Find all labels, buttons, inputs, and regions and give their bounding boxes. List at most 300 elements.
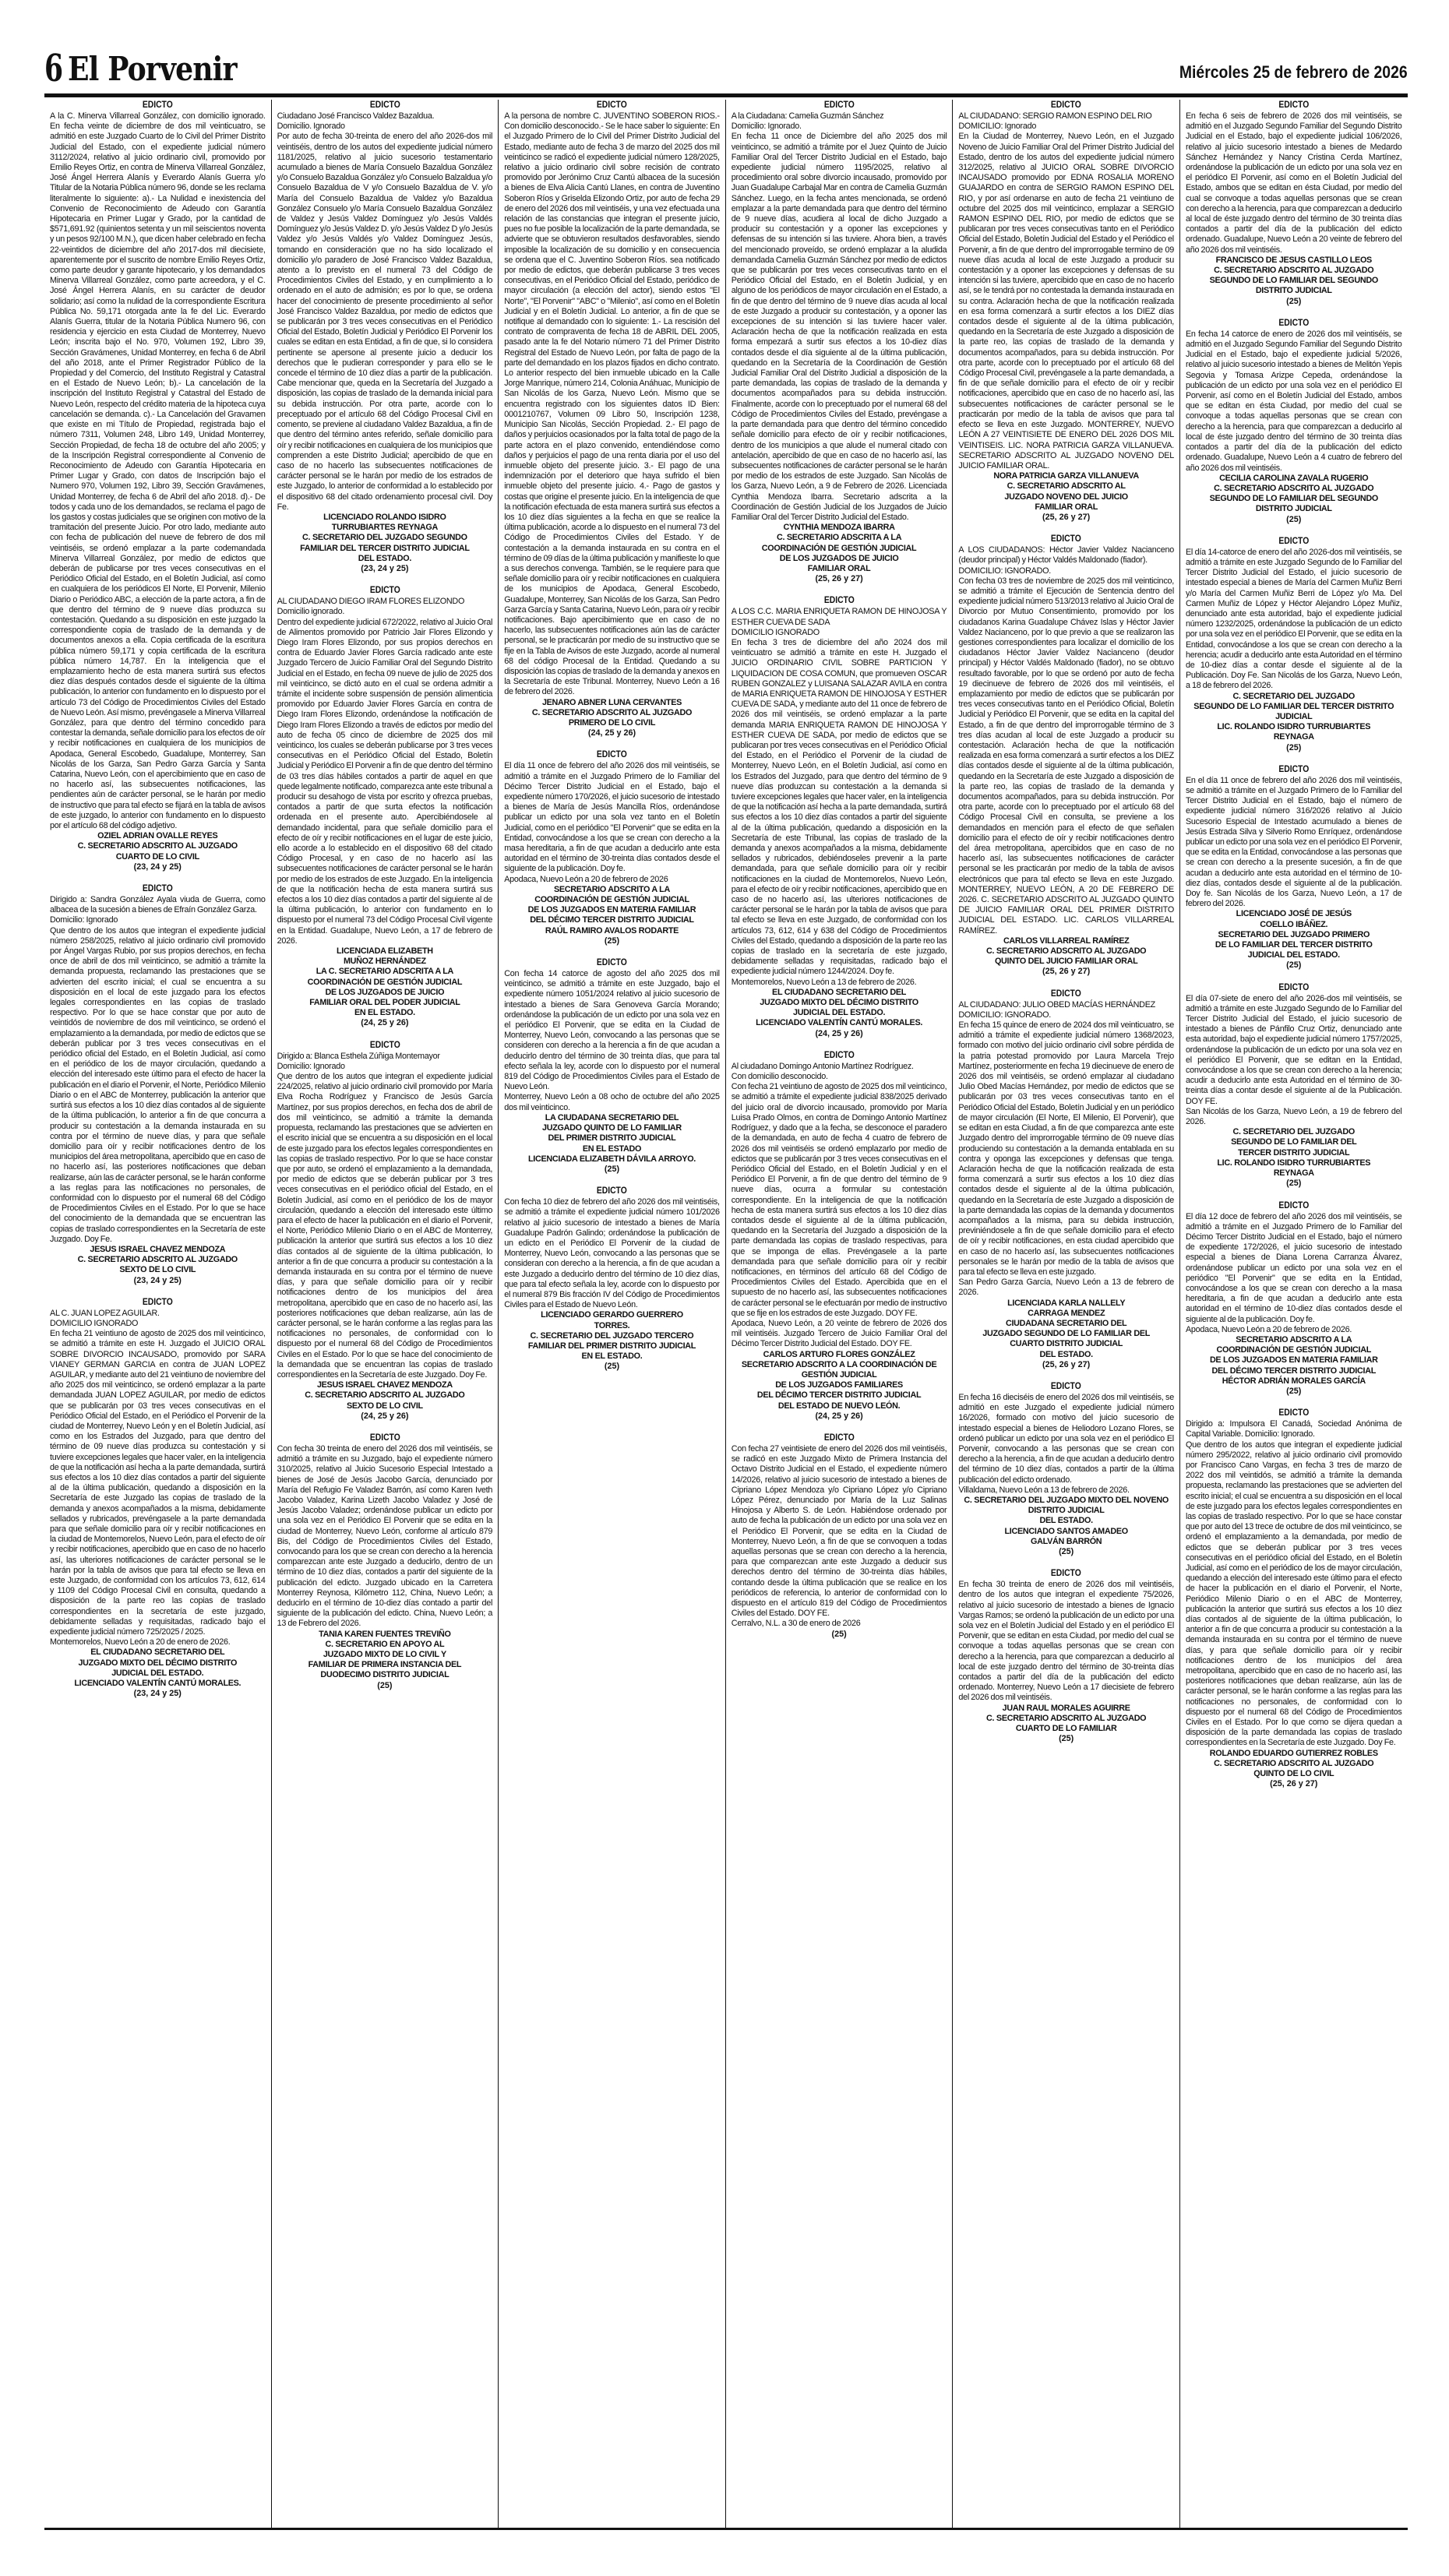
signature-line: C. SECRETARIO DEL JUZGADO MIXTO DEL NOVENO DISTRITO JUDICIAL [964,1496,1169,1516]
signature-line: C. SECRETARIO EN APOYO AL [325,1639,445,1649]
edicto-title: EDICTO [1051,100,1082,110]
signature-line: COORDINACIÓN DE GESTIÓN JUDICIAL [307,977,463,987]
signature-block [504,1310,720,1362]
signature-block [958,1704,1174,1735]
edicto-title: EDICTO [1051,988,1082,999]
signature-line: TORRES. [594,1320,630,1330]
edicto-paragraph: En fecha 21 veintiuno de agosto de 2025 dos mil veinticinco, se admitió a trámite en este H. Juzgado el JUICIO ORAL SOBRE DIVORCIO INCAUSADO, promovido por SARA VIANEY GERMAN GARCIA en contra de JUAN LOPEZ AGUILAR, y mediante auto del 21 veintiuno de noviembre del año 2025 dos mil veinticinco, se ordenó emplazar a la parte demandada JUAN LOPEZ AGUILAR, por medio de edictos que se publicarán por 03 tres veces consecutivas en el Periódico Oficial del Estado, en el Periódico el Porvenir de la ciudad de Monterrey, Nuevo León y en el Boletín Judicial, así como en los Estrados del Juzgado, para que dentro del término de 09 nueve días produzca su contestación y si tuviere excepciones legales que hacer valer, en la inteligencia de que la notificación así hecha a la parte demandada, surtirá sus efectos a los 10 diez días contados a partir del siguiente al de la última publicación, quedando a disposición en la Secretaría de este Juzgado las copias de traslado de la demanda y anexos acompañados a la misma, debidamente sellados y rubricados, prevéngasele a la parte demandada para que señale domicilio para oír y recibir notificaciones en la ciudad de Montemorelos, Nuevo León, para el efecto de oír y recibir notificaciones, apercibido que en caso de no hacerlo así, las ulteriores notificaciones de carácter personal se le harán por la tabla de avisos que para tal efecto se lleva en este Juzgado, de conformidad con los artículos 73, 612, 614 y 1109 del Código Procesal Civil en consulta, quedando a disposición de la parte reo las copias de traslado correspondientes en la secretaría de este juzgado, debidamente selladas y requisitadas, radicado bajo el expediente judicial número 725/2025 / 2025. [50,1329,266,1637]
signature-line: C. SECRETARIO ADSCRITO AL JUZGADO [77,841,238,851]
signature-line: DISTRITO JUDICIAL [1255,504,1332,514]
signature-line: JUDICIAL DEL ESTADO. [111,1668,204,1678]
signature-line: JENARO ABNER LUNA CERVANTES [541,697,682,707]
signature-line: EL CIUDADANO SECRETARIO DEL [90,1647,225,1658]
column-3 [499,100,726,2528]
edicto-notice [958,100,1174,523]
signature-line: FAMILIAR ORAL DEL PODER JUDICIAL [309,998,460,1008]
edicto-paragraph: DOMICILIO: IGNORADO. [958,566,1052,576]
edicto-paragraph: A la C. Minerva Villarreal González, con domicilio ignorado. En fecha veinte de diciembre de dos mil veinticuatro, se admitió en este Juzgado Cuarto de lo Civil del Primer Distrito Judicial del Estado, con el expediente judicial número 3112/2024, relativo al juicio ordinario civil, promovido por Emilio Reyes Ortiz, en contra de Minerva Villarreal González, José Ángel Herrera Alanís y Everardo Alanís Guerra y/o Titular de la Notaria Pública número 96, donde se les reclama literalmente lo siguiente: a).- La Nulidad e inexistencia del Convenio de Reconocimiento de Adeudo con Garantía Hipotecaria en Primer Lugar y Grado, por la cantidad de $571,691.92 (quinientos setenta y un mil seiscientos noventa y un pesos 92/100 M.N.), que dicen haber celebrado en fecha 22-veintidos de diciembre del año 2017-dos mil diecisiete, aparentemente por el suscrito de nombre Emilio Reyes Ortiz, como parte deudor y garante hipotecario, y los demandados Minerva Villarreal González, como parte acreedora, y el C. José Ángel Herrera Alanís, en su carácter de deudor solidario; así como la nulidad de la correspondiente Escritura Pública No. 59,171 otorgada ante la fe del Lic. Everardo Alanís Guerra, titular de la Notaria Pública Numero 96, con residencia y ejercicio en esta Ciudad de Monterrey, Nuevo León; inscrita bajo el No. 970, Volumen 192, Libro 39, Sección Gravámenes, Unidad Monterrey, en fecha 6 de Abril del año 2018, ante el Primer Registrador Público de la Propiedad y del Comercio, del Instituto Registral y Catastral en el Estado de Nuevo León; b).- La cancelación de la inscripción del Instituto Registral y Catastral del Estado de Nuevo León, respecto del crédito materia de la hipoteca cuya cancelación se demanda. c).- La Cancelación del Gravamen que existe en mi Título de Propiedad, registrada bajo el número 7311, Volumen 248, Libro 149, Unidad Monterrey, Sección Propiedad, de fecha 18 de octubre del año 2005; y de la Inscripción Registral correspondiente al Convenio de Reconocimiento de Adeudo con Garantía Hipotecaria en Primer Lugar y Grado, con datos de Inscripción bajo el Numero 970, Volumen 192, Libro 39, Sección Gravámenes, Unidad Monterrey, de fecha 6 de Abril del año 2018. d).- De todos y cada uno de los demandados, se reclama el pago de los gastos y costas judiciales que se originen con motivo de la tramitación del presente Juicio. Por otro lado, mediante auto con fecha de publicación del nueve de febrero de dos mil veintiséis, se ordenó emplazar a la parte codemandada Minerva Villarreal González, por medio de edictos que deberán de publicarse por tres veces consecutivas en el Periódico Oficial del Estado, en el Boletín Judicial, así como en cualquiera de los periódicos El Norte, El Porvenir, Milenio Diario o Periódico ABC, a elección de la parte actora, a fin de que dentro del término de 9 nueve días produzca su contestación. Quedando a su disposición en este juzgado la correspondiente copia de traslado de la demanda y de documentos anexos a ella. Copia certificada de la escritura pública número 59,171 y copia certificada de la escritura pública número 14,787. En la inteligencia que el emplazamiento hecho de esta manera surtirá sus efectos diez días después contados desde el siguiente de la última publicación, lo anterior con fundamento en lo dispuesto por el artículo 73 del Código de Procedimientos Civiles del Estado de Nuevo León. Así mismo, prevéngasele a Minerva Villarreal González, para que dentro del término concedido para contestar la demanda, señale domicilio para los efectos de oír y recibir notificaciones en cualquiera de los municipios de Apodaca, General Escobedo, Guadalupe, Monterrey, San Nicolás de los Garza, San Pedro Garza García y Santa Catarina, Nuevo León, con el apercibimiento que en caso de no hacerlo así, las subsecuentes notificaciones, las pendientes aún de carácter personal, se le harán por medio de instructivo que para tal efecto se fijará en la tabla de avisos de este juzgado, lo anterior con fundamento en lo dispuesto por el artículo 68 del código adjetivo. [50,111,266,831]
signature-line: LIC. ROLANDO ISIDRO TURRUBIARTES [1217,722,1371,732]
signature-line: FRANCISCO DE JESUS CASTILLO LEOS [1215,255,1372,265]
signature-line: EN EL ESTADO. [581,1351,643,1362]
edicto-notice [958,1568,1174,1744]
edicto-body [732,1062,947,1350]
signature-line: DE LO FAMILIAR DEL TERCER DISTRITO [1215,940,1373,950]
signature-line: C. SECRETARIO ADSCRITO AL JUZGADO [1214,483,1374,493]
signature-line: SECRETARIO DEL JUZGADO PRIMERO [1218,929,1370,939]
publication-dates-tag: (25) [1286,296,1302,306]
edicto-title: EDICTO [369,1432,400,1443]
signature-line: FAMILIAR DE PRIMERA INSTANCIA DEL [308,1660,462,1670]
signature-line: SECRETARIO ADSCRITO A LA [1236,1334,1352,1344]
signature-block [504,698,720,729]
publication-dates-tag: (25) [604,936,620,946]
signature-line: DEL ESTADO. [358,553,412,563]
edicto-paragraph: En fecha 30 treinta de enero de 2026 dos mil veintiséis, dentro de los autos que integran el expediente 75/2026, relativo al juicio sucesorio de intestado a bienes de Ignacio Vargas Ramos; se ordenó la publicación de un edicto por una sola vez en el Boletín Judicial del Estado y en el periódico El Porvenir, que se editan en esta Ciudad, por medio del cual se convoque a todas aquellas personas que se crean con derecho a la herencia, para que comparezcan a deducirlo al local de este juzgado dentro del término de 30-treinta días contados a partir del día de la publicación del edicto ordenado. Monterrey, Nuevo León a 17 diecisiete de febrero del 2026 dos mil veintiséis. [958,1580,1174,1703]
edicto-notice [504,749,720,946]
edicto-body [504,969,720,1113]
signature-line: C. SECRETARIO ADSCRITA A LA [776,533,902,543]
edicto-paragraph: Domicilio ignorado. [277,607,345,617]
signature-line: CARLOS ARTURO FLORES GONZÁLEZ [763,1349,915,1359]
edicto-body [50,1309,266,1648]
signature-line: JUZGADO NOVENO DEL JUICIO [1004,492,1128,502]
edicto-notice [1186,536,1402,753]
edicto-title: EDICTO [369,586,400,596]
signature-block [1186,692,1402,743]
signature-line: DEL PRIMER DISTRITO JUDICIAL [548,1133,676,1144]
signature-line: RAÚL RAMIRO AVALOS RODARTE [545,925,679,936]
signature-block [732,988,947,1029]
edicto-notice [277,100,493,574]
signature-line: FAMILIAR DEL TERCER DISTRITO JUDICIAL [300,543,470,553]
publication-dates-tag: (25, 26 y 27) [1042,1359,1091,1369]
edicto-paragraph: DOMICILIO IGNORADO [731,627,820,637]
edicto-body [504,1197,720,1310]
newspaper-name: El Porvenir [68,50,237,88]
signature-line: CIUDADANA SECRETARIO DEL [1005,1318,1127,1328]
column-1 [44,100,272,2528]
signature-line: C. SECRETARIO ADSCRITO AL JUZGADO [77,1255,238,1265]
publication-dates-tag: (25) [831,1629,847,1639]
publication-dates-tag: (25) [1286,1386,1302,1396]
edicto-paragraph: San Nicolás de los Garza, Nuevo León, a 19 de febrero del 2026. [1185,1106,1402,1127]
signature-line: TERCER DISTRITO JUDICIAL [1238,1147,1350,1158]
edicto-notice [504,1186,720,1372]
edicto-body [504,111,720,698]
edicto-body [277,1052,493,1381]
column-6 [1180,100,1408,2528]
publication-dates-tag: (25) [604,1362,620,1372]
signature-line: LA CIUDADANA SECRETARIO DEL [545,1112,679,1122]
signature-line: QUINTO DEL JUICIO FAMILIAR ORAL [994,957,1138,967]
edicto-title: EDICTO [597,1186,627,1196]
signature-line: DEL DÉCIMO TERCER DISTRITO JUDICIAL [530,915,694,925]
edicto-notice [958,1381,1174,1557]
signature-block [277,1630,493,1681]
signature-line: C. SECRETARIO ADSCRITO AL JUZGADO [1214,1758,1374,1768]
signature-line: EN EL ESTADO [582,1144,642,1154]
publication-dates-tag: (23, 24 y 25) [133,862,182,872]
edicto-body [958,545,1174,936]
edicto-title: EDICTO [1051,1569,1082,1579]
signature-line: JUDICIAL DEL ESTADO. [1247,950,1340,960]
column-5 [953,100,1180,2528]
edicto-paragraph: A la persona de nombre C. JUVENTINO SOBERON RIOS.- Con domicilio desconocido.- Se le hace saber lo siguiente: En el Juzgado Primero de lo Civil del Primer Distrito Judicial del Estado, mediante auto de fecha 3 de marzo del 2025 dos mil veinticinco se radicó el expediente judicial número 128/2025, relativo a juicio ordinario civil sobre recisión de contrato promovido por Jerónimo Cruz Cantú albacea de la sucesión a bienes de Elva Alicia Cantú Llanes, en contra de Juventino Soberon Ríos y Griselda Elizondo Ortiz, por auto de fecha 29 de enero del 2026 dos mil veintiséis, y una vez efectuada una relación de las constancias que integran el presente juicio, pues no fue posible la localización de la parte demandada, se advierte que se obtuvieron resultados desfavorables, siendo imposible la localización de su domicilio y en consecuencia se ordena que el C. Juventino Soberon Ríos. sea notificado por medio de edictos, que deberán publicarse 3 tres veces consecutivas, en el Periódico Oficial del Estado, periódico de mayor circulación (a elección del actor), siendo estos "El Norte", "El Porvenir" "ABC" o "Milenio", así como en el Boletín Judicial y en el Boletín Judicial. Lo anterior, a fin de que se notifique al demandado con lo siguiente: 1.- La rescisión del contrato de compraventa de fecha 18 de ABRIL DEL 2005, pasado ante la fe del Notario número 71 del Primer Distrito Registral del Estado de Nuevo León, por falta de pago de la parte del demandado en los plazos fijados en dicho contrato. Lo anterior respecto del bien inmueble ubicado en la Calle Jorge Manrique, número 214, Colonia Anáhuac, Municipio de San Nicolás de los Garza, Nuevo León. Mismo que se encuentra registrado con los siguientes datos ID Bien: 0001210767, Volumen 09 Libro 50, Inscripción 1238, Municipio San Nicolás, Sección Propiedad. 2.- El pago de daños y perjuicios ocasionados por la falta total de pago de la parte actora en el plazo convenido, entendiéndose como daños y perjuicios el pago de una renta diaria por el uso del inmueble objeto del presente juicio. 3.- El pago de una indemnización por el deterioro que haya sufrido el bien inmueble objeto del presente juicio. 4.- Pago de gastos y costas que origine el presente juicio. En la inteligencia de que la notificación efectuada de esta manera surtirá sus efectos a los 10 diez días siguientes a la fecha en que se realice la última publicación, acorde a lo dispuesto en el numeral 73 del Código de Procedimientos Civiles del Estado. Y de contestación a la demanda instaurada en su contra en el término de 09 días de la última publicación y manifieste lo que a sus derechos convenga. También, se le requiere para que señale domicilio para oír y recibir notificaciones en cualquiera de los municipios de Apodaca, General Escobedo, Guadalupe, Monterrey, San Nicolás de los Garza, San Pedro Garza García y Santa Catarina, Nuevo León, para oír y recibir notificaciones. Bajo apercibimiento que en caso de no hacerlo, las subsecuentes notificaciones aún las de carácter personal, se le practicarán por medio de su instructivo que se fije en la Tabla de Avisos de este Juzgado, acorde al numeral 68 del código Procesal de la Entidad. Quedando a su disposición las copias de traslado de la demanda y anexos en la Secretaría de este Tribunal. Monterrey, Nuevo León a 16 de febrero del 2026. [504,111,720,697]
signature-line: DE LOS JUZGADOS FAMILIARES [775,1380,903,1390]
footer-rule [44,2528,1408,2530]
signature-line: JUDICIAL DEL ESTADO. [792,1008,886,1018]
publication-dates-tag: (24, 25 y 26) [815,1028,863,1038]
signature-line: CECILIA CAROLINA ZAVALA RUGERIO [1219,473,1369,483]
signature-line: SECRETARIO ADSCRITO A LA [554,884,670,894]
edicto-paragraph: Con fecha 14 catorce de agosto del año 2025 dos mil veinticinco, se admitió a trámite en este Juzgado, bajo el expediente número 1051/2024 relativo al juicio sucesorio de intestado a bienes de Sara Genoveva García Morando; ordenándose la publicación de un edicto por una sola vez en el periódico El Porvenir, que se edita en la Ciudad de Monterrey, Nuevo León, convocando a las personas que se consideren con derecho a la herencia a fin de que acudan a deducirlo dentro del término de 30 treinta días, que para tal efecto señala la ley, acorde con lo dispuesto por el numeral 819 del Código de Procedimientos Civiles para el Estado de Nuevo León. [504,969,720,1092]
edicto-body [1186,548,1402,692]
publication-dates-tag: (25) [1059,1547,1074,1557]
edicto-paragraph: El día 14-catorce de enero del año 2026-dos mil veintiséis, se admitió a trámite en este Juzgado Segundo de lo Familiar del Tercer Distrito Judicial del Estado, el juicio sucesorio de intestado especial a bienes de María del Carmen Muñiz Berri y/o María del Carmen Muñiz Berri de López y/o Ma. Del Carmen Muñiz de López y Héctor Alejandro López Muñiz, denunciado ante esta autoridad, bajo el expediente judicial número 1232/2025, ordenándose la publicación de un edicto por una sola vez en el periódico El Porvenir, que se edita en la Entidad, convocándose a los que se crean con derecho a la herencia; acudir a deducirlo ante esta Autoridad en el término de 10-diez días a contar desde el siguiente al de la Publicación. Doy Fe. San Nicolás de los Garza, Nuevo León, a 18 de febrero del 2026. [1185,547,1402,691]
signature-line: JUZGADO MIXTO DEL DÉCIMO DISTRITO [78,1658,238,1668]
signature-line: REYNAGA [1273,1168,1314,1179]
signature-line: JESUS ISRAEL CHAVEZ MENDOZA [316,1380,453,1390]
signature-line: COORDINACIÓN DE GESTIÓN JUDICIAL [1216,1345,1372,1355]
edicto-body [50,895,266,1245]
edicto-title: EDICTO [597,750,627,760]
signature-line: C. SECRETARIO DEL JUZGADO TERCERO [530,1330,694,1341]
edicto-notice [958,534,1174,978]
signature-line: REYNAGA [1273,732,1314,742]
edicto-body [1186,994,1402,1128]
signature-line: TURRUBIARTES REYNAGA [331,523,438,533]
signature-line: OZIEL ADRIAN OVALLE REYES [97,831,218,841]
edicto-title: EDICTO [1051,1381,1082,1391]
edicto-paragraph: En fecha 16 dieciséis de enero del 2026 dos mil veintiséis, se admitió en este Juzgado el expediente judicial número 16/2026, formado con motivo del juicio sucesorio de intestado especial a bienes de Heliodoro Lozano Flores, se ordenó publicar un edicto por una sola vez en el periódico El Porvenir, convocando a las personas que se crean con derecho a la herencia, a fin de que acudan a deducirlo dentro del término de 10 diez días, contados a partir de la última publicación del edicto ordenado. [958,1392,1174,1485]
edicto-title: EDICTO [1278,100,1310,110]
edicto-notice [277,585,493,1029]
signature-line: SEGUNDO DE LO FAMILIAR DEL [1231,1137,1357,1147]
edicto-title: EDICTO [823,1050,855,1060]
edicto-body [732,607,947,988]
signature-line: DUODECIMO DISTRITO JUDICIAL [320,1670,450,1680]
signature-line: LICENCIADO VALENTÍN CANTÚ MORALES. [756,1018,923,1028]
edicto-paragraph: Domicilio. Ignorado [277,122,345,132]
edicto-paragraph: Domicilio: Ignorado [50,915,118,925]
edicto-notice [50,1297,266,1700]
edicto-paragraph: A LOS CIUDADANOS: Héctor Javier Valdez Nacianceno (deudor principal) y Héctor Valdés Maldonado (fiador). [958,545,1174,566]
edicto-body [958,1000,1174,1299]
signature-block [958,471,1174,513]
edicto-paragraph: Domicilio: Ignorado [277,1061,345,1071]
edicto-paragraph: Montemorelos, Nuevo León a 20 de enero de 2026. [50,1637,231,1647]
signature-line: LIC. ROLANDO ISIDRO TURRUBIARTES [1217,1158,1371,1168]
signature-line: DEL DÉCIMO TERCER DISTRITO JUDICIAL [756,1390,922,1401]
signature-line: C. SECRETARIO DEL JUZGADO [1232,691,1355,701]
edicto-title: EDICTO [142,1297,173,1307]
edicto-paragraph: Cerralvo, N.L. a 30 de enero de 2026 [731,1619,861,1629]
edicto-paragraph: Que dentro de los autos que integran el expediente judicial número 258/2025, relativo al juicio ordinario civil promovido por Ángel Vargas Rubio, por sus propios derechos, en fecha once de abril de dos mil veinticinco, se admitió a trámite la demanda propuesta, reclamando las prestaciones que se advierten del escrito inicial; el cual se encuentra a su disposición en el local de este juzgado para los efectos legales correspondientes en las copias de traslado respectivo. Por lo que se hace constar que por auto de veintidós de noviembre de dos mil veinticinco, se ordenó el emplazamiento a la demandada, por medio de edictos que se deberán publicar por 3 tres veces consecutivas en el periódico oficial del Estado, en el Boletín Judicial, así como en el periódico de los de mayor circulación, quedando a elección del interesado este último para el efecto de hacer la publicación en el diario el Porvenir, el Norte, Periódico Milenio Diario o en el ABC de Monterrey, publicación la anterior que surtirá sus efectos a los 10 diez días contados al de siguiente de la última publicación, lo anterior a fin de que concurra a producir su contestación a la demanda instaurada en su contra por el término de nueve días, y para que señale domicilio para oír y recibir notificaciones dentro de los municipios del área metropolitana, apercibido que en caso de no hacerlo así, las posteriores notificaciones que deban realizarse, aún las de carácter personal, se le harán conforme a las reglas para las notificaciones no personales, de conformidad con lo dispuesto por el numeral 68 del Código de Procedimientos Civiles en el Estado. Por lo que se hace del conocimiento de la demandada que se encuentran las copias de traslado correspondientes en la Secretaría de este Juzgado. Doy Fe. [50,925,266,1244]
edicto-title: EDICTO [823,100,855,110]
signature-line: DE LOS JUZGADOS EN MATERIA FAMILIAR [527,905,696,915]
edicto-body [1186,329,1402,474]
signature-line: C. SECRETARIO DEL JUZGADO SEGUNDO [302,533,467,543]
signature-line: DEL ESTADO. [1039,1516,1093,1526]
signature-line: DEL ESTADO. [1039,1349,1093,1359]
edicto-body [958,1580,1174,1703]
publication-dates-tag: (25) [1286,1179,1302,1189]
signature-block [50,1245,266,1276]
signature-block [50,831,266,862]
signature-line: EN EL ESTADO. [354,1008,415,1018]
edicto-paragraph: Dirigido a: Sandra González Ayala viuda de Guerra, como albacea de la sucesión a bienes de Efraín González Garza. [50,895,266,915]
edicto-paragraph: A la Ciudadana: Camelia Guzmán Sánchez [731,111,884,121]
signature-line: ROLANDO EDUARDO GUTIERREZ ROBLES [1209,1748,1378,1758]
edicto-body [958,111,1174,471]
signature-line: SECRETARIO ADSCRITO A LA COORDINACIÓN DE GESTIÓN JUDICIAL [741,1359,937,1380]
signature-line: DEL DÉCIMO TERCER DISTRITO JUDICIAL [1211,1366,1376,1376]
signature-line: DEL ESTADO DE NUEVO LEÓN. [777,1401,901,1411]
signature-line: DE LOS JUZGADOS DE JUICIO [325,987,445,997]
signature-line: CARRAGA MENDEZ [1028,1308,1105,1318]
edicto-notice [732,595,947,1039]
edicto-title: EDICTO [1278,764,1310,774]
edicto-paragraph: Con fecha 27 veintisiete de enero del 2026 dos mil veintiséis, se radicó en este Juzgado Mixto de Primera Instancia del Octavo Distrito Judicial en el Estado, el expediente número 14/2026, relativo al juicio sucesorio de intestado a bienes de Cipriano López Mendoza y/o Cipriano López y/o Cipriano López Pérez, denunciado por María de la Luz Salinas Hinojosa y Alberto S. de León. Habiéndose ordenado por auto de fecha la publicación de un edicto por una sola vez en el Periódico El Porvenir, que se edita en la Ciudad de Monterrey, Nuevo León, a fin de que se convoquen a todas aquellas personas que se crean con derecho a la herencia, para que comparezcan ante este Juzgado a deducir sus derechos dentro del término de 30-treinta días hábiles, contando desde la última publicación que se realice en los periódicos de referencia, lo anterior de conformidad con lo dispuesto en el artículo 819 del Código de Procedimientos Civiles del Estado. DOY FE. [731,1443,947,1619]
edicto-paragraph: Con fecha 21 veintiuno de agosto de 2025 dos mil veinticinco, se admitió a trámite el expediente judicial 838/2025 derivado del juicio oral de divorcio incausado, promovido por María Luisa Prado Olmos, en contra de Domingo Antonio Martínez Rodríguez, y dado que a la fecha, se desconoce el paradero de la demandada, en auto de fecha 4 cuatro de febrero de 2026 dos mil veintiséis se ordenó emplazarlo por medio de edictos que se publicarán por 3 tres veces consecutivas en el Periódico Oficial del Estado, en el Boletín Judicial y en el Periódico El Porvenir, a fin de que dentro del término de 9 nueve días, ocurra a formular su contestación correspondiente. En la inteligencia de que la notificación hecha de esta manera surtirá sus efectos a los 10 diez días contados desde el siguiente al de la última publicación, quedando en la Secretaría del Juzgado a disposición de la parte demandada las copias de traslado respectivas, para que se imponga de ellas. Prevéngasele a la parte demandada para que señale domicilio para oír y recibir notificaciones, en términos del artículo 68 del Código de Procedimientos Civiles del Estado. Apercibida que en el supuesto de no hacerlo así, las subsecuentes notificaciones de carácter personal se le efectuarán por medio de instructivo que se fije en los estrados de este Juzgado. DOY FE. [731,1082,947,1318]
signature-block [958,1299,1174,1360]
edicto-title: EDICTO [597,958,627,968]
publication-date: Miércoles 25 de febrero de 2026 [1179,62,1408,82]
edicto-body [277,1444,493,1630]
publication-dates-tag: (25, 26 y 27) [1042,512,1091,522]
signature-line: CUARTO DE LO FAMILIAR [1015,1724,1117,1734]
signature-line: CYNTHIA MENDOZA IBARRA [783,523,895,533]
edicto-paragraph: Apodaca, Nuevo León, a 20 veinte de febrero de 2026 dos mil veintiséis. Juzgado Tercero de Juicio Familiar Oral del Décimo Tercer Distrito Judicial del Estado. DOY FE. [731,1318,947,1349]
signature-line: SEGUNDO DE LO FAMILIAR DEL SEGUNDO [1209,276,1378,286]
signature-line: CUARTO DE LO CIVIL [115,851,199,862]
edicto-body [958,1393,1174,1496]
publication-dates-tag: (25) [1286,514,1302,524]
signature-block [732,523,947,574]
edicto-notice [732,1050,947,1422]
edicto-paragraph: DOMICILIO IGNORADO [50,1318,139,1328]
edicto-paragraph: En la Ciudad de Monterrey, Nuevo León, en el Juzgado Noveno de Juicio Familiar Oral del Primer Distrito Judicial del Estado, dentro de los autos del expediente judicial número 312/2025, relativo al JUICIO ORAL SOBRE DIVORCIO INCAUSADO promovido por EDNA ROSALIA MORENO GUAJARDO en contra de SERGIO RAMON ESPINO DEL RIO, y por así ordenarse en auto de fecha 21 veintiuno de octubre del 2025 dos mil veinticinco, emplazar a SERGIO RAMON ESPINO DEL RIO, por medio de edictos que se publicaran por tres veces consecutivas tanto en el Periódico Oficial del Estado, Boletín Judicial del Estado y el Periódico el Porvenir, a fin de que dentro del improrrogable termino de 09 nueve días acuda al local de este Juzgado a producir su contestación y a oponer las excepciones y defensas de su intención si las tuviere, apercibido que en caso de no hacerlo así, se le tendrá por no contestada la demanda instaurada en su contra. Aclaración hecha de que la notificación realizada en esa forma comenzará a surtir efectos a los DIEZ días contados desde el siguiente al de la última publicación, quedando en la Secretaría de este Juzgado a disposición de la parte reo, las copias de traslado de la demanda y documentos acompañados, para su debida instrucción. Por otra parte, acorde con lo preceptuado por el artículo 68 del Código Procesal Civil, prevéngasele a la parte demandada, a fin de que señale domicilio para el efecto de oír y recibir notificaciones, apercibido que en caso de no hacerlo así, las subsecuentes notificaciones de carácter personal se le practicarán por medio de la tabla de avisos que para tal efecto se lleva en este Juzgado. MONTERREY, NUEVO LEÓN A 27 VEINTISIETE DE ENERO DEL 2026 DOS MIL VEINTISEIS. LIC. NORA PATRICIA GARZA VILLANUEVA. SECRETARIO ADSCRITO AL JUZGADO NOVENO DEL JUICIO FAMILIAR ORAL. [958,132,1174,470]
signature-line: LICENCIADO GERARDO GUERRERO [541,1310,683,1320]
column-2 [272,100,499,2528]
edicto-title: EDICTO [1278,318,1310,328]
edicto-paragraph: Villaldama, Nuevo León a 13 de febrero de 2026. [958,1485,1130,1495]
edicto-body [50,111,266,831]
signature-line: CARLOS VILLARREAL RAMÍREZ [1003,936,1130,946]
signature-line: C. SECRETARIO ADSCRITO AL JUZGADO [1214,266,1374,276]
edicto-paragraph: A LOS C.C. MARIA ENRIQUETA RAMON DE HINOJOSA Y ESTHER CUEVA DE SADA [731,607,947,627]
edicto-notice [1186,100,1402,307]
signature-block [1186,1127,1402,1179]
edicto-paragraph: Domicilio: Ignorado. [731,122,802,132]
edicto-paragraph: En fecha 3 tres de diciembre del año 2024 dos mil veinticuatro se admitió a trámite en este H. Juzgado el JUICIO ORDINARIO CIVIL SOBRE PARTICION Y LIQUIDACION DE COSA COMUN, que promueven OSCAR RUBEN GONZALEZ y LUISANA SALAZAR AVILA en contra de MARIA ENRIQUETA RAMON DE HINOJOSA Y ESTHER CUEVA DE SADA, y mediante auto del 11 once de febrero de 2026 dos mil veintiséis, se ordenó emplazar a la parte demanda MARIA ENRIQUETA RAMON DE HINOJOSA Y ESTHER CUEVA DE SADA, por medio de edictos que se publicaran por tres veces consecutivas en el Periódico Oficial del Estado, en el Periódico el Porvenir de la ciudad de Monterrey, Nuevo León, en el Boletín Judicial, así como en los Estrados del Juzgado, para que dentro del término de 9 nueve días produzcan su contestación a la demanda si tuviere excepciones legales que hacer valer, en la inteligencia de que la notificación así hecha a la parte demandada, surtirá sus efectos a los 10 diez días contados a partir del siguiente al de la última publicación, quedando a disposición en la Secretaría de este Tribunal, las copias de traslado de la demanda y anexos acompañados a la misma, debidamente sellados y rubricados, debiéndoseles prevenir a la parte demandada, para que señale domicilio para oír y recibir notificaciones en la ciudad de Montemorelos, Nuevo León, para el efecto de oír y recibir notificaciones, apercibido que en caso de no hacerlo así, las ulteriores notificaciones de carácter personal se le harán por la tabla de avisos que para tal efecto se lleva en este Juzgado, de conformidad con los artículos 73, 612, 614 y 638 del Código de Procedimientos Civiles del Estado, quedando a disposición de la parte reo las copias de traslado en la secretaría de este juzgado, debidamente selladas y requisitadas, radicado bajo el expediente judicial número 1244/2024. Doy fe. [731,637,947,977]
edicto-body [504,761,720,884]
publication-dates-tag: (25, 26 y 27) [1270,1779,1318,1789]
signature-line: LICENCIADA ELIZABETH DÁVILA ARROYO. [527,1154,696,1164]
edicto-body [1186,111,1402,255]
edicto-body [732,111,947,523]
edicto-paragraph: Monterrey, Nuevo León a 08 ocho de octubre del año 2025 dos mil veinticinco. [504,1092,720,1112]
edicto-title: EDICTO [1051,534,1082,544]
publication-dates-tag: (24, 25 y 26) [361,1018,409,1028]
signature-line: LICENCIADA ELIZABETH [337,946,433,957]
edicto-notice [277,1040,493,1422]
signature-block [504,1113,720,1165]
signature-line: JUZGADO MIXTO DEL DÉCIMO DISTRITO [760,998,918,1008]
signature-block [1186,1335,1402,1387]
edicto-paragraph: AL C. JUAN LOPEZ AGUILAR. [50,1308,160,1318]
signature-line: JUZGADO SEGUNDO DE LO FAMILIAR DEL [982,1329,1151,1339]
edicto-notice [1186,982,1402,1189]
edicto-title: EDICTO [1278,536,1310,546]
signature-line: C. SECRETARIO ADSCRITO AL JUZGADO [986,1713,1147,1723]
edicto-paragraph: El día 11 once de febrero del año 2026 dos mil veintiséis, se admitió a trámite en el Juzgado Primero de lo Familiar del Décimo Tercer Distrito Judicial en el Estado, bajo el expediente número 170/2026, el juicio sucesorio de intestado a bienes de María de Jesús Mancilla Ríos, ordenándose publicar un edicto por una sola vez tanto en el Boletín Judicial, como en el periódico "El Porvenir" que se edita en la Entidad, convocándose a los que se crean con derecho a la masa hereditaria, a fin de que acudan a deducirlo ante esta autoridad en el término de 30-treinta días contados desde el siguiente de la publicación. Doy fe. [504,761,720,874]
publication-dates-tag: (25) [604,1164,620,1174]
edicto-paragraph: En fecha 15 quince de enero de 2024 dos mil veinticuatro, se admitió a trámite el expediente judicial número 1368/2023, formado con motivo del juicio ordinario civil sobre pérdida de la patria potestad promovido por Laura Marcela Trejo Martínez, posteriormente en fecha 19 diecinueve de enero de 2026 dos mil veintiséis, se ordenó emplazar al ciudadano Julio Obed Macías Hernández, por medio de edictos que se publicarán por 03 tres veces consecutivas tanto en el Periódico Oficial del Estado, Boletín Judicial y en un periódico de mayor circulación (El Norte, El Milenio, El Porvenir), que se editan en esta Ciudad, a fin de que comparezca ante este Juzgado dentro del improrrogable término de 09 nueve días produciendo su contestación a la demanda entablada en su contra y oponga las excepciones y defensas que tenga. Aclaración hecha de que la notificación realizada de esta forma comenzará a surtir sus efectos a los 10 diez días contados desde el siguiente al de la última publicación, quedando en la Secretaría de este Juzgado a disposición de la parte demandada las copias de la demanda y documentos acompañados a la misma, para su debida instrucción, previniéndosele a fin de que señale domicilio para el efecto de oír y recibir notificaciones, en esta ciudad apercibido que en caso de no hacerlo así, las subsecuentes notificaciones personales se le harán por medio de la tabla de avisos que para tal efecto se lleva en este juzgado. [958,1020,1174,1277]
signature-line: SEXTO DE LO CIVIL [119,1265,196,1275]
edicto-notice [958,988,1174,1370]
edicto-notice [1186,1408,1402,1789]
signature-line: CUARTO DISTRITO JUDICIAL [1010,1339,1123,1349]
signature-line: LICENCIADA KARLA NALLELY [1007,1298,1126,1308]
edicto-paragraph: Apodaca, Nuevo León a 20 de febrero de 2026. [1185,1324,1352,1334]
edicto-title: EDICTO [1278,982,1310,992]
signature-line: COORDINACIÓN DE GESTIÓN JUDICIAL [534,895,689,905]
signature-line: JUAN RAUL MORALES AGUIRRE [1002,1703,1130,1713]
publication-dates-tag: (25) [1059,1734,1074,1744]
signature-line: LA C. SECRETARIO ADSCRITA A LA [316,967,454,977]
signature-block [50,1647,266,1689]
signature-block [958,1496,1174,1547]
edicto-paragraph: Con fecha 30 treinta de enero del 2026 dos mil veintiséis, se admitió a trámite en su Juzgado, bajo el expediente número 310/2025, relativo al Juicio Sucesorio Especial Intestado a bienes de José de Jesús Jacobo García, denunciado por María del Refugio Fe Valadez Barrón, así como Karen Iveth Jacobo Valadez, Karina Lizeth Jacobo Valadez y José de Jesús Jacobo Valadez; ordenándose publicar un edicto por una sola vez en el Periódico El Porvenir que se edita en la ciudad de Monterrey, Nuevo León, conforme al artículo 879 Bis, del Código de Procedimientos Civiles del Estado, convocando para los que se crean con derecho a la herencia comparezcan ante este Juzgado a deducirlo, dentro de un término de 10 diez días, contados a partir del siguiente de la publicación del edicto. Juzgado ubicado en la Carretera Monterrey Reynosa, Kilómetro 112, China, Nuevo León; a deducirlo en el término de 10-diez días contado a partir del siguiente de la publicación del edicto. China, Nuevo León; a 13 de Febrero del 2026. [277,1443,493,1629]
publication-dates-tag: (25) [377,1680,393,1690]
publication-dates-tag: (24, 25 y 26) [361,1411,409,1421]
signature-block [1186,474,1402,515]
signature-line: NORA PATRICIA GARZA VILLANUEVA [993,471,1139,481]
signature-line: LICENCIADO ROLANDO ISIDRO [323,512,446,522]
edicto-notice [1186,318,1402,525]
signature-line: DISTRITO JUDICIAL [1255,286,1332,296]
signature-line: LICENCIADO VALENTÍN CANTÚ MORALES. [74,1679,242,1689]
signature-line: GALVÁN BARRÓN [1031,1536,1102,1546]
signature-line: EL CIUDADANO SECRETARIO DEL [772,987,907,997]
edicto-notice [50,883,266,1286]
publication-dates-tag: (25, 26 y 27) [815,574,863,584]
signature-block [1186,255,1402,297]
edicto-title: EDICTO [142,100,173,110]
edicto-paragraph: AL CIUDADANO: JULIO OBED MACÍAS HERNÁNDEZ [958,999,1155,1010]
signature-line: COORDINACIÓN DE GESTIÓN JUDICIAL [761,543,917,553]
signature-block [1186,1749,1402,1780]
edicto-notice [504,100,720,738]
edicto-title: EDICTO [823,1432,855,1443]
signature-line: COELLO IBÁÑEZ. [1260,919,1328,929]
signature-line: PRIMERO DE LO CIVIL [568,717,656,728]
publication-dates-tag: (25, 26 y 27) [1042,967,1091,977]
edicto-notice [1186,1200,1402,1397]
edicto-paragraph: DOMICILIO: Ignorado [958,122,1037,132]
signature-block [732,1350,947,1411]
signature-block [504,885,720,936]
edicto-paragraph: Que dentro de los autos que integran el expediente judicial número 295/2022, relativo al juicio ordinario civil promovido por Francisco Cano Vargas, en fecha 3 tres de marzo de 2022 dos mil veintidós, se admitió a trámite la demanda propuesta, reclamando las prestaciones que se advierten del escrito inicial; el cual se encuentra a su disposición en el local de este juzgado para los efectos legales correspondientes en las copias de traslado respectivo. Por lo que se hace constar que por auto del 13 trece de octubre de dos mil veinticinco, se ordenó el emplazamiento a la demandada, por medio de edictos que se deberán publicar por 3 tres veces consecutivas en el periódico oficial del Estado, en el Boletín Judicial, así como en el periódico de los de mayor circulación, quedando a elección del interesado este último para el efecto de hacer la publicación en el diario el Porvenir, el Norte, Periódico Milenio Diario o en el ABC de Monterrey, publicación la anterior que surtirá sus efectos a los 10 diez días contados al de siguiente de la última publicación, lo anterior a fin de que concurra a producir su contestación a la demanda instaurada en su contra por el término de nueve días, y para que señale domicilio para oír y recibir notificaciones dentro de los municipios del área metropolitana, apercibido que en caso de no hacerlo así, las posteriores notificaciones que deban realizarse, aún las de carácter personal, se le harán conforme a las reglas para las notificaciones no personales, de conformidad con lo dispuesto por el numeral 68 del Código de Procedimientos Civiles en el Estado. Por lo que como se dijera quedan a disposición de la parte demandada las copias de traslado correspondientes en la Secretaría de este Juzgado. Doy Fe. [1185,1440,1402,1748]
edicto-body [277,597,493,946]
signature-line: HÉCTOR ADRIÁN MORALES GARCÍA [1222,1376,1366,1386]
publication-dates-tag: (25) [1286,742,1302,752]
edicto-title: EDICTO [1278,1200,1310,1210]
edicto-paragraph: AL CIUDADANO DIEGO IRAM FLORES ELIZONDO [277,597,465,607]
edicto-paragraph: Que dentro de los autos que integran el expediente judicial 224/2025, relativo al juicio ordinario civil promovido por María Elva Rocha Rodríguez y Francisco de Jesús García Martínez, por sus propios derechos, en fecha dos de abril de dos mil veinticinco, se admitió a trámite la demanda propuesta, reclamando las prestaciones que se advierten en el escrito inicial que se encuentra a su disposición en el local de este juzgado para los efectos legales correspondientes en las copias de traslado respectivo. Por lo que se hace constar que por auto, se ordenó el emplazamiento a la demandada, por medio de edictos que se deberán publicar por 3 tres veces consecutivas en el periódico oficial del Estado, en el Boletín Judicial, así como en el periódico de los de mayor circulación, quedando a elección del interesado este último para el efecto de hacer la publicación en el diario el Porvenir, el Norte, Periódico Milenio Diario o en el ABC de Monterrey, publicación la anterior que surtirá sus efectos a los 10 diez días contados al de siguiente de la última publicación, lo anterior a fin de que concurra a producir su contestación a la demanda instaurada en su contra por el término de nueve días, y para que señale domicilio para oír y recibir notificaciones dentro de los municipios del área metropolitana, apercibido que en caso de no hacerlo así, las posteriores notificaciones que deban realizarse, aún las de carácter personal, se le harán conforme a las reglas para las notificaciones no personales, de conformidad con lo dispuesto por el numeral 68 del Código de Procedimientos Civiles en el Estado. Por lo que se hace del conocimiento de la demandada que se encuentran las copias de traslado correspondientes en la Secretaría de este Juzgado. Doy Fe. [277,1072,493,1380]
edicto-paragraph: Montemorelos, Nuevo León a 13 de febrero de 2026. [731,977,917,987]
edicto-body [277,111,493,513]
signature-line: SEGUNDO DE LO FAMILIAR DEL SEGUNDO [1209,494,1378,504]
edicto-paragraph: Al ciudadano Domingo Antonio Martínez Rodríguez. [731,1061,914,1071]
edicto-title: EDICTO [369,100,400,110]
signature-line: C. SECRETARIO ADSCRITO AL JUZGADO [305,1390,465,1401]
edicto-notice [732,1432,947,1640]
publication-dates-tag: (23, 24 y 25) [361,563,409,573]
edicto-title: EDICTO [369,1040,400,1050]
signature-block [277,513,493,564]
edicto-paragraph: Ciudadano José Francisco Valdez Bazaldua. [277,111,435,121]
edicto-paragraph: Dentro del expediente judicial 672/2022, relativo al Juicio Oral de Alimentos promovido por Patricio Jair Flores Elizondo y Diego Iram Flores Elizondo, por sus propios derechos en contra de Eduardo Javier Flores García radicado ante este Juzgado Tercero de Juicio Familiar Oral del Segundo Distrito Judicial en el Estado, en fecha 09 nueve de julio de 2025 dos mil veinticinco, se dictó auto en el cual se ordena admitir a trámite el incidente sobre suspensión de pensión alimenticia promovido por Eduardo Javier Flores García en contra de Diego Iram Flores Elizondo, ordenándose la notificación de Diego Iram Flores Elizondo a través de edictos por medio del auto de fecha 05 cinco de diciembre de 2025 dos mil veinticinco, los cuales se deberán publicarse por 3 tres veces consecutivas en el Periódico Oficial del Estado, Boletín Judicial y Periódico El Porvenir a fin de que dentro del término de 03 tres días hábiles contados a partir de aquel en que quede legalmente notificado, comparezca ante este tribunal a producir su desahogo de vista por escrito y ofrezca pruebas, contados a partir de que surta efectos la notificación ordenada en el presente auto. Apercibiéndosele al demandado incidental, para que señale domicilio para el efecto de oír y recibir notificaciones en el lugar de este juicio, ello acorde a lo establecido en el dispositivo 68 del citado Código Procesal, y en caso de no hacerlo así las subsecuentes notificaciones de carácter personal se le harán por medio de los estrados de este Juzgado. En la inteligencia de que la notificación hecha de esta manera surtirá sus efectos a los 10 diez días contados a partir del siguiente al de la última publicación, lo anterior con fundamento en lo dispuesto por el numeral 73 del Código Procesal Civil vigente en la Entidad. Guadalupe, Nuevo León, a 17 de febrero de 2026. [277,617,493,946]
edicto-title: EDICTO [1278,1408,1310,1418]
edicto-body [732,1444,947,1630]
signature-line: LICENCIADO JOSÉ DE JESÚS [1236,909,1352,919]
signature-line: SEGUNDO DE LO FAMILIAR DEL TERCER DISTRITO JUDICIAL [1193,701,1394,721]
signature-block [277,946,493,1018]
signature-line: DE LOS JUZGADOS DE JUICIO [779,553,899,563]
signature-block [1186,909,1402,960]
signature-block [277,1380,493,1411]
signature-line: QUINTO DE LO CIVIL [1253,1769,1334,1779]
signature-line: DE LOS JUZGADOS EN MATERIA FAMILIAR [1209,1355,1378,1366]
signature-block [958,936,1174,967]
publication-dates-tag: (24, 25 y 26) [815,1411,863,1421]
edicto-paragraph: En fecha 11 once de Diciembre del año 2025 dos mil veinticinco, se admitió a trámite por el Juez Quinto de Juicio Familiar Oral del Tercer Distrito Judicial en el Estado, bajo expediente judicial número 1195/2025, relativo al procedimiento oral sobre divorcio incausado, promovido por Juan Guadalupe Carbajal Mar en contra de Camelia Guzmán Sánchez. Luego, en la fecha antes mencionada, se ordenó emplazar a la parte demandada para que dentro del término de 9 nueve días, acudiera al local de dicho Juzgado a producir su contestación y a oponer las excepciones y defensas de su intención si las tuviere. Ahora bien, a través del mencionado proveído, se ordenó emplazar a la aludida demandada Camelia Guzmán Sánchez por medio de edictos que se publicarán por tres veces consecutivas tanto en el Periódico Oficial del Estado, en el Boletín Judicial, y en alguno de los periódicos de mayor circulación en el Estado, a fin de que dentro del término de 9 nueve días acuda al local de este Juzgado a producir su contestación, y a oponer las excepciones de su intención si las tuviere hacer valer. Aclaración hecha de que la notificación realizada en esta forma empezará a surtir sus efectos a los 10-diez días contados desde el día siguiente al de la última publicación, quedando en la Secretaría de la Coordinación de Gestión Judicial Familiar Oral del Distrito Judicial a disposición de la parte demandada, las copias de traslado de la demanda y documentos acompañados para su debida instrucción. Finalmente, acorde con lo preceptuado por el numeral 68 del Código de Procedimientos Civiles del Estado, prevéngase a la parte demandada para que dentro del término concedido señale domicilio para efecto de oír y recibir notificaciones, dentro de los municipios a que alude el numeral citado con antelación, apercibido de que en caso de no hacerlo así, las subsecuentes notificaciones de carácter personal se le harán por medio de los estrados de este Juzgado. San Nicolás de los Garza, Nuevo León, a 9 de Febrero de 2026. Licenciada Cynthia Mendoza Ibarra. Secretario adscrita a la Coordinación de Gestión Judicial de los Juzgados de Juicio Familiar Oral del Tercer Distrito Judicial del Estado. [731,132,947,522]
edicto-notice [732,100,947,584]
edicto-paragraph: En fecha 6 seis de febrero de 2026 dos mil veintiséis, se admitió en el Juzgado Segundo Familiar del Segundo Distrito Judicial en el Estado, bajo el expediente judicial 106/2026, relativo al juicio sucesorio intestado a bienes de Medardo Sánchez Hernández y Nancy Cristina Cerda Martínez, ordenándose la publicación de un edicto por una sola vez en el periódico El Porvenir, así como en el Boletín Judicial del Estado, ambos que se editan en ésta Ciudad, por medio del cual se convoque a todas aquellas personas que se crean con derecho a la herencia, para que comparezcan a deducirlo al local de éste juzgado dentro del término de 30 treinta días contados a partir del día de la publicación del edicto ordenado. Guadalupe, Nuevo León a 20 veinte de febrero del año 2026 dos mil veintiséis. [1185,111,1402,255]
signature-line: C. SECRETARIO ADSCRITO AL JUZGADO [531,707,693,717]
publication-dates-tag: (23, 24 y 25) [133,1275,182,1285]
edicto-title: EDICTO [142,884,173,894]
signature-line: SEXTO DE LO CIVIL [346,1401,423,1411]
edicto-body [1186,1419,1402,1749]
edicto-body [1186,1212,1402,1335]
edicto-notice [277,1432,493,1691]
edicto-paragraph: El día 12 doce de febrero del año 2026 dos mil veintiséis, se admitió a trámite en el Juzgado Primero de lo Familiar del Décimo Tercer Distrito Judicial en el Estado, bajo el número de expediente 172/2026, el juicio sucesorio de intestado especial a bienes de Diana Lorena Carranza Álvarez, ordenándose publicar un edicto por una sola vez en el periódico "El Porvenir" que se edita en la Entidad, convocándose a los que se crean con derecho a la masa hereditaria, a fin de que acudan a deducirlo ante esta autoridad en el término de 10-diez días contados desde el siguiente al de la publicación. Doy fe. [1185,1211,1402,1324]
edicto-paragraph: Con fecha 10 diez de febrero del año 2026 dos mil veintiséis, se admitió a trámite el expediente judicial número 101/2026 relativo al juicio sucesorio de intestado a bienes de María Guadalupe Padrón Galindo; ordenándose la publicación de un edicto en el Periódico El Porvenir de la ciudad de Monterrey, Nuevo León, convocando a las personas que se consideran con derecho a la herencia, a fin de que acudan a este Juzgado a deducirlo dentro del término de 10 diez días, que para tal efecto señala la ley, acorde con lo dispuesto por el numeral 879 Bis fracción IV del Código de Procedimientos Civiles para el Estado de Nuevo León. [504,1197,720,1310]
edicto-paragraph: Dirigido a: Impulsora El Canadá, Sociedad Anónima de Capital Variable. Domicilio: Ignorado. [1185,1419,1402,1440]
publication-dates-tag: (23, 24 y 25) [133,1689,182,1699]
signature-line: JUZGADO MIXTO DE LO CIVIL Y [323,1650,446,1660]
page-number: 6 [44,47,63,90]
edicto-paragraph: Apodaca, Nuevo León a 20 de febrero de 2026 [504,874,668,884]
signature-line: MUÑOZ HERNÁNDEZ [343,957,426,967]
edicto-paragraph: DOMICILIO: IGNORADO. [958,1010,1052,1020]
header-rule [44,93,1408,97]
signature-line: C. SECRETARIO DEL JUZGADO [1232,1127,1355,1137]
edicto-paragraph: Dirigido a: Blanca Esthela Zúñiga Montemayor [277,1051,440,1061]
edicto-notice [1186,764,1402,971]
edicto-paragraph: En el día 11 once de febrero del año 2026 dos mil veintiséis, se admitió a trámite en el Juzgado Primero de lo Familiar del Tercer Distrito Judicial en el Estado, bajo el número de expediente judicial número 316/2026 relativo al Juicio Sucesorio Especial de Intestado acumulado a bienes de Jesús Estrada Silva y Silverio Romo Enríquez, ordenándose publicar un edicto por una sola vez en el periódico El Porvenir, que se edita en la Entidad, convocándose a las personas que se crean con derecho a la presente sucesión, a fin de que acudan a deducirlo ante esta autoridad en el término de 10-diez días, contados desde el siguiente al de la publicación. Doy fe. San Nicolás de los Garza, Nuevo León, a 17 de febrero del 2026. [1185,775,1402,909]
signature-line: FAMILIAR DEL PRIMER DISTRITO JUDICIAL [527,1341,696,1351]
column-4 [726,100,954,2528]
signature-line: FAMILIAR ORAL [1035,502,1098,512]
signature-line: C. SECRETARIO ADSCRITO AL JUZGADO [986,946,1147,957]
publication-dates-tag: (25) [1286,960,1302,971]
edicto-title: EDICTO [597,100,627,110]
edicto-notice [504,957,720,1175]
